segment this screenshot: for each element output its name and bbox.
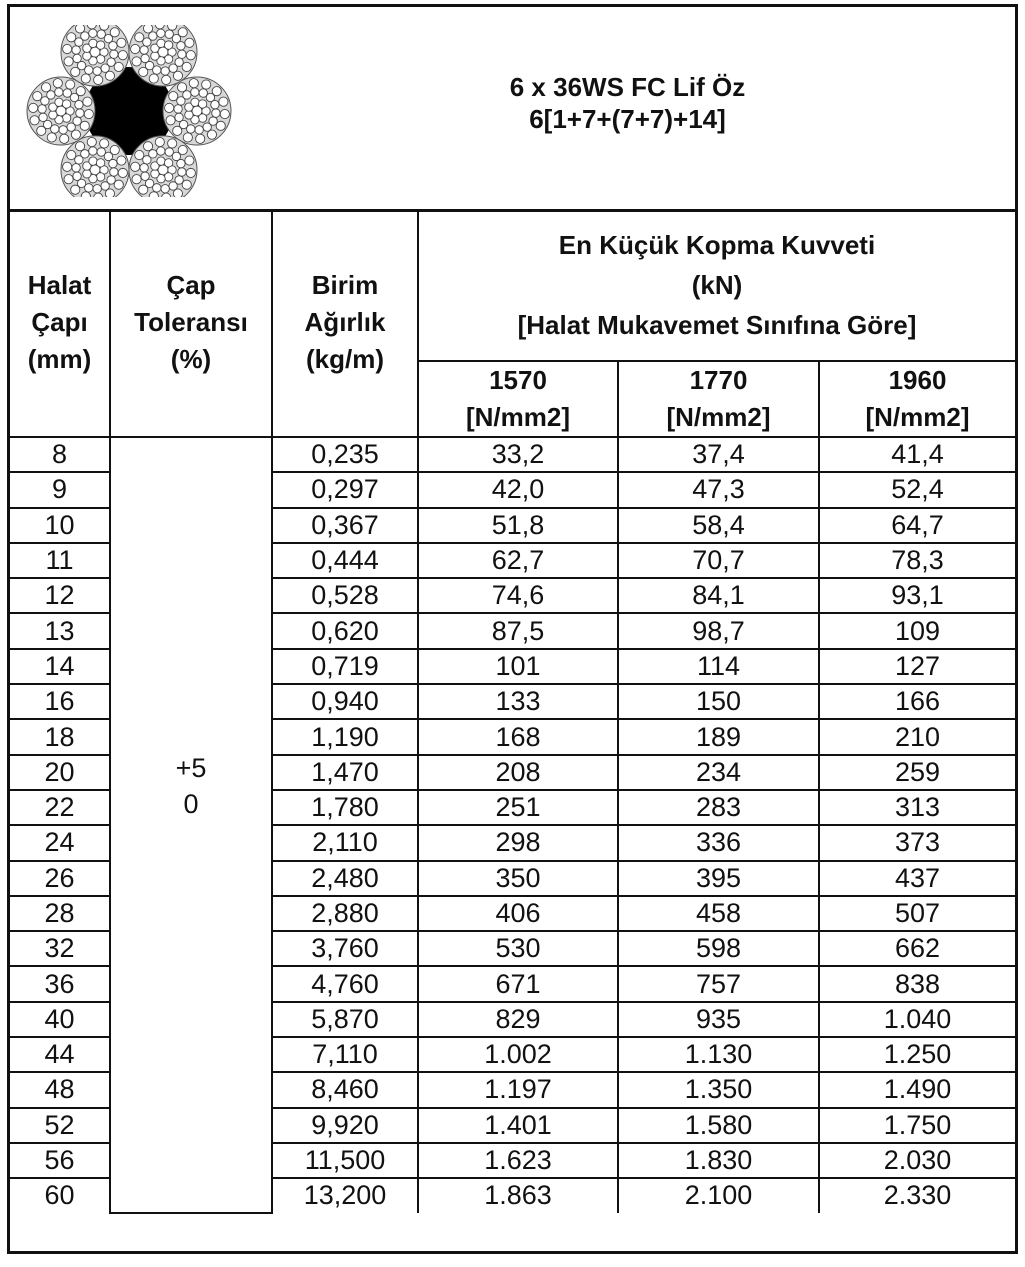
cell-force-1570: 1.863 xyxy=(418,1178,618,1212)
cell-force-1960: 210 xyxy=(819,719,1015,754)
cell-force-1570: 101 xyxy=(418,649,618,684)
wire-shape xyxy=(110,168,118,176)
cell-diameter: 13 xyxy=(10,613,110,648)
wire-shape xyxy=(164,159,172,167)
wire-shape xyxy=(53,79,62,88)
cell-force-1770: 395 xyxy=(618,861,819,896)
spec-table-body xyxy=(10,437,1015,1213)
cell-diameter: 44 xyxy=(10,1037,110,1072)
cell-diameter: 11 xyxy=(10,543,110,578)
wire-shape xyxy=(55,88,63,96)
cell-force-1960: 437 xyxy=(819,861,1015,896)
wire-shape xyxy=(182,62,191,71)
wire-shape xyxy=(178,50,186,58)
cell-force-1770: 598 xyxy=(618,931,819,966)
wire-shape xyxy=(96,41,104,49)
wire-shape xyxy=(83,97,92,106)
cell-diameter: 24 xyxy=(10,825,110,860)
cell-force-1570: 74,6 xyxy=(418,578,618,613)
wire-shape xyxy=(117,156,126,165)
wire-shape xyxy=(110,145,119,154)
wire-shape xyxy=(76,109,84,117)
cell-force-1960: 259 xyxy=(819,755,1015,790)
wire-shape xyxy=(161,185,169,193)
wire-shape xyxy=(89,147,97,155)
cell-diameter: 36 xyxy=(10,966,110,1001)
wire-shape xyxy=(195,126,203,134)
cell-force-1570: 406 xyxy=(418,896,618,931)
wire-shape xyxy=(143,25,152,33)
col-header-diameter: Halat Çapı (mm) xyxy=(10,209,110,437)
wire-rope-cross-section-icon xyxy=(24,25,234,197)
wire-shape xyxy=(185,111,193,119)
cell-force-1570: 208 xyxy=(418,755,618,790)
cell-unit-weight: 5,870 xyxy=(272,1002,418,1037)
cell-diameter: 48 xyxy=(10,1072,110,1107)
cell-force-1770: 757 xyxy=(618,966,819,1001)
cell-force-1570: 87,5 xyxy=(418,613,618,648)
cell-diameter: 8 xyxy=(10,437,110,472)
cell-force-1570: 33,2 xyxy=(418,437,618,472)
cell-force-1960: 662 xyxy=(819,931,1015,966)
cell-force-1770: 458 xyxy=(618,896,819,931)
rope-construction-formula: 6[1+7+(7+7)+14] xyxy=(529,104,726,134)
cell-unit-weight: 8,460 xyxy=(272,1072,418,1107)
wire-shape xyxy=(191,98,199,106)
wire-shape xyxy=(84,109,93,118)
spec-table xyxy=(10,209,1015,1214)
cell-force-1960: 2.030 xyxy=(819,1143,1015,1178)
cell-force-1570: 1.197 xyxy=(418,1072,618,1107)
cell-unit-weight: 2,880 xyxy=(272,896,418,931)
wire-shape xyxy=(140,164,148,172)
wire-shape xyxy=(83,52,91,60)
wire-shape xyxy=(168,25,177,30)
wire-shape xyxy=(220,109,229,118)
cell-force-1960: 373 xyxy=(819,825,1015,860)
cell-force-1570: 671 xyxy=(418,966,618,1001)
wire-shape xyxy=(198,114,206,122)
wire-shape xyxy=(80,121,89,130)
cell-force-1960: 127 xyxy=(819,649,1015,684)
col-header-weight: Birim Ağırlık (kg/m) xyxy=(272,209,418,437)
cell-force-1770: 2.100 xyxy=(618,1178,819,1212)
tolerance-upper: +5 xyxy=(175,753,207,783)
wire-shape xyxy=(212,109,220,117)
wire-shape xyxy=(93,185,101,193)
cell-diameter: 12 xyxy=(10,578,110,613)
cell-unit-weight: 1,470 xyxy=(272,755,418,790)
wire-shape xyxy=(63,162,72,171)
cell-diameter: 56 xyxy=(10,1143,110,1178)
wire-shape xyxy=(110,28,119,37)
wire-shape xyxy=(89,29,97,37)
cell-tolerance xyxy=(110,437,272,1213)
wire-shape xyxy=(166,116,175,125)
wire-shape xyxy=(216,121,225,130)
cell-force-1770: 234 xyxy=(618,755,819,790)
wire-shape xyxy=(164,55,172,63)
wire-shape xyxy=(76,87,85,96)
wire-shape xyxy=(149,74,158,83)
cell-force-1770: 935 xyxy=(618,1002,819,1037)
wire-shape xyxy=(62,100,70,108)
wire-shape xyxy=(117,38,126,47)
cell-force-1960: 1.040 xyxy=(819,1002,1015,1037)
wire-shape xyxy=(96,159,104,167)
wire-shape xyxy=(177,159,185,167)
wire-shape xyxy=(135,150,144,159)
wire-shape xyxy=(100,25,109,30)
tolerance-lower: 0 xyxy=(183,789,199,819)
wire-shape xyxy=(64,57,73,66)
cell-force-1770: 114 xyxy=(618,649,819,684)
wire-shape xyxy=(178,168,186,176)
cell-force-1570: 62,7 xyxy=(418,543,618,578)
wire-shape xyxy=(118,168,127,177)
wire-shape xyxy=(60,134,69,143)
wire-shape xyxy=(157,39,165,47)
cell-force-1770: 58,4 xyxy=(618,508,819,543)
cell-unit-weight: 2,480 xyxy=(272,861,418,896)
wire-shape xyxy=(173,71,182,80)
wire-shape xyxy=(75,25,84,33)
wire-shape xyxy=(177,83,186,92)
cell-unit-weight: 2,110 xyxy=(272,825,418,860)
cell-force-1570: 350 xyxy=(418,861,618,896)
wire-shape xyxy=(161,67,169,75)
cell-force-1570: 1.623 xyxy=(418,1143,618,1178)
wire-shape xyxy=(41,83,50,92)
cell-force-1960: 78,3 xyxy=(819,543,1015,578)
wire-shape xyxy=(164,41,172,49)
wire-shape xyxy=(131,162,140,171)
rope-construction-title: 6 x 36WS FC Lif Öz xyxy=(509,72,746,102)
wire-shape xyxy=(175,113,183,121)
wire-shape xyxy=(151,170,159,178)
wire-shape xyxy=(47,133,56,142)
col-header-grade-1960: 1960 [N/mm2] xyxy=(819,361,1015,437)
wire-shape xyxy=(211,100,219,108)
cell-force-1770: 37,4 xyxy=(618,437,819,472)
wire-shape xyxy=(207,130,216,139)
cell-force-1960: 313 xyxy=(819,790,1015,825)
cell-unit-weight: 0,367 xyxy=(272,508,418,543)
cell-force-1960: 166 xyxy=(819,684,1015,719)
wire-shape xyxy=(191,88,199,96)
wire-shape xyxy=(186,51,195,60)
wire-shape xyxy=(109,42,117,50)
wire-shape xyxy=(173,189,182,197)
wire-shape xyxy=(132,57,141,66)
wire-shape xyxy=(157,157,165,165)
wire-shape xyxy=(71,130,80,139)
wire-shape xyxy=(63,44,72,53)
wire-shape xyxy=(202,80,211,89)
wire-shape xyxy=(87,137,96,146)
cell-diameter: 14 xyxy=(10,649,110,684)
cell-unit-weight: 1,190 xyxy=(272,719,418,754)
wire-shape xyxy=(162,75,171,84)
wire-shape xyxy=(105,189,114,197)
wire-shape xyxy=(72,46,80,54)
cell-force-1960: 109 xyxy=(819,613,1015,648)
cell-unit-weight: 3,760 xyxy=(272,931,418,966)
cell-unit-weight: 11,500 xyxy=(272,1143,418,1178)
wire-shape xyxy=(185,38,194,47)
wire-shape xyxy=(139,185,148,194)
wire-shape xyxy=(185,156,194,165)
cell-diameter: 9 xyxy=(10,472,110,507)
wire-shape xyxy=(105,71,114,80)
wire-shape xyxy=(151,52,159,60)
wire-shape xyxy=(189,79,198,88)
cell-unit-weight: 0,528 xyxy=(272,578,418,613)
wire-shape xyxy=(30,116,39,125)
wire-shape xyxy=(62,114,70,122)
cell-force-1570: 251 xyxy=(418,790,618,825)
cell-diameter: 28 xyxy=(10,896,110,931)
cell-force-1570: 829 xyxy=(418,1002,618,1037)
wire-shape xyxy=(177,42,185,50)
wire-shape xyxy=(168,139,177,148)
wire-shape xyxy=(89,39,97,47)
cell-unit-weight: 0,444 xyxy=(272,543,418,578)
cell-force-1960: 41,4 xyxy=(819,437,1015,472)
cell-diameter: 10 xyxy=(10,508,110,543)
cell-force-1960: 52,4 xyxy=(819,472,1015,507)
wire-shape xyxy=(29,103,38,112)
cell-unit-weight: 1,780 xyxy=(272,790,418,825)
cell-unit-weight: 0,297 xyxy=(272,472,418,507)
cell-force-1770: 1.580 xyxy=(618,1108,819,1143)
cell-force-1960: 838 xyxy=(819,966,1015,1001)
wire-shape xyxy=(110,50,118,58)
title-block xyxy=(250,71,1005,135)
wire-shape xyxy=(155,137,164,146)
cell-unit-weight: 4,760 xyxy=(272,966,418,1001)
wire-shape xyxy=(66,80,75,89)
wire-shape xyxy=(165,103,174,112)
cell-force-1570: 1.002 xyxy=(418,1037,618,1072)
wire-shape xyxy=(178,28,187,37)
wire-shape xyxy=(174,105,182,113)
cell-diameter: 16 xyxy=(10,684,110,719)
wire-shape xyxy=(169,92,178,101)
cell-diameter: 18 xyxy=(10,719,110,754)
wire-shape xyxy=(118,51,127,60)
cell-force-1960: 1.750 xyxy=(819,1108,1015,1143)
wire-shape xyxy=(183,133,192,142)
wire-shape xyxy=(139,67,148,76)
wire-shape xyxy=(143,142,152,151)
wire-shape xyxy=(81,192,90,197)
cell-force-1770: 1.350 xyxy=(618,1072,819,1107)
wire-shape xyxy=(114,62,123,71)
wire-shape xyxy=(72,164,80,172)
cell-unit-weight: 13,200 xyxy=(272,1178,418,1212)
wire-shape xyxy=(131,44,140,53)
wire-shape xyxy=(141,172,149,180)
cell-force-1960: 1.490 xyxy=(819,1072,1015,1107)
wire-shape xyxy=(173,126,182,135)
cell-diameter: 60 xyxy=(10,1178,110,1212)
wire-shape xyxy=(219,97,228,106)
header-band xyxy=(10,7,1015,212)
cell-force-1770: 98,7 xyxy=(618,613,819,648)
cell-force-1960: 93,1 xyxy=(819,578,1015,613)
wire-shape xyxy=(75,142,84,151)
table-row xyxy=(10,437,1015,472)
wire-shape xyxy=(100,139,109,148)
cell-unit-weight: 7,110 xyxy=(272,1037,418,1072)
wire-shape xyxy=(198,100,206,108)
wire-shape xyxy=(114,180,123,189)
wire-shape xyxy=(89,157,97,165)
wire-shape xyxy=(39,113,47,121)
wire-shape xyxy=(96,173,104,181)
wire-shape xyxy=(186,168,195,177)
wire-shape xyxy=(38,105,46,113)
cell-diameter: 22 xyxy=(10,790,110,825)
wire-shape xyxy=(196,134,205,143)
wire-shape xyxy=(33,92,42,101)
wire-shape xyxy=(67,33,76,42)
wire-shape xyxy=(64,175,73,184)
cell-force-1570: 133 xyxy=(418,684,618,719)
wire-shape xyxy=(212,87,221,96)
wire-shape xyxy=(149,192,158,197)
wire-shape xyxy=(178,145,187,154)
cell-force-1770: 336 xyxy=(618,825,819,860)
wire-shape xyxy=(132,175,141,184)
wire-shape xyxy=(73,172,81,180)
wire-shape xyxy=(182,180,191,189)
cell-unit-weight: 0,940 xyxy=(272,684,418,719)
cell-unit-weight: 0,719 xyxy=(272,649,418,684)
wire-shape xyxy=(73,54,81,62)
wire-shape xyxy=(71,67,80,76)
wire-shape xyxy=(93,67,101,75)
wire-shape xyxy=(71,185,80,194)
cell-force-1770: 283 xyxy=(618,790,819,825)
cell-force-1770: 84,1 xyxy=(618,578,819,613)
wire-shape xyxy=(75,100,83,108)
wire-shape xyxy=(140,46,148,54)
wire-shape xyxy=(55,98,63,106)
cell-force-1770: 150 xyxy=(618,684,819,719)
cell-force-1570: 1.401 xyxy=(418,1108,618,1143)
cell-diameter: 20 xyxy=(10,755,110,790)
cell-force-1570: 51,8 xyxy=(418,508,618,543)
wire-shape xyxy=(81,74,90,83)
wire-shape xyxy=(109,159,117,167)
wire-shape xyxy=(83,170,91,178)
cell-diameter: 52 xyxy=(10,1108,110,1143)
wire-shape xyxy=(157,147,165,155)
wire-shape xyxy=(164,173,172,181)
cell-force-1570: 42,0 xyxy=(418,472,618,507)
cell-diameter: 32 xyxy=(10,931,110,966)
col-header-grade-1570: 1570 [N/mm2] xyxy=(418,361,618,437)
cell-unit-weight: 0,620 xyxy=(272,613,418,648)
wire-shape xyxy=(135,33,144,42)
col-header-breaking-force: En Küçük Kopma Kuvveti (kN) [Halat Mukavemet Sınıfına Göre] xyxy=(418,209,1015,361)
wire-shape xyxy=(96,55,104,63)
col-header-grade-1770: 1770 [N/mm2] xyxy=(618,361,819,437)
cell-force-1770: 189 xyxy=(618,719,819,754)
wire-shape xyxy=(67,150,76,159)
wire-shape xyxy=(59,126,67,134)
cell-force-1770: 70,7 xyxy=(618,543,819,578)
wire-shape xyxy=(141,54,149,62)
cell-force-1960: 507 xyxy=(819,896,1015,931)
cell-unit-weight: 0,235 xyxy=(272,437,418,472)
cell-force-1570: 298 xyxy=(418,825,618,860)
cell-force-1770: 47,3 xyxy=(618,472,819,507)
cell-diameter: 26 xyxy=(10,861,110,896)
cell-force-1960: 64,7 xyxy=(819,508,1015,543)
wire-shape xyxy=(49,111,57,119)
cell-diameter: 40 xyxy=(10,1002,110,1037)
cell-force-1960: 2.330 xyxy=(819,1178,1015,1212)
wire-shape xyxy=(37,126,46,135)
cell-force-1770: 1.830 xyxy=(618,1143,819,1178)
rope-spec-sheet xyxy=(7,4,1018,1254)
col-header-tolerance: Çap Toleransı (%) xyxy=(110,209,272,437)
cell-force-1960: 1.250 xyxy=(819,1037,1015,1072)
cell-force-1570: 168 xyxy=(418,719,618,754)
cell-force-1570: 530 xyxy=(418,931,618,966)
cell-force-1770: 1.130 xyxy=(618,1037,819,1072)
wire-shape xyxy=(157,29,165,37)
cell-unit-weight: 9,920 xyxy=(272,1108,418,1143)
wire-shape xyxy=(94,75,103,84)
